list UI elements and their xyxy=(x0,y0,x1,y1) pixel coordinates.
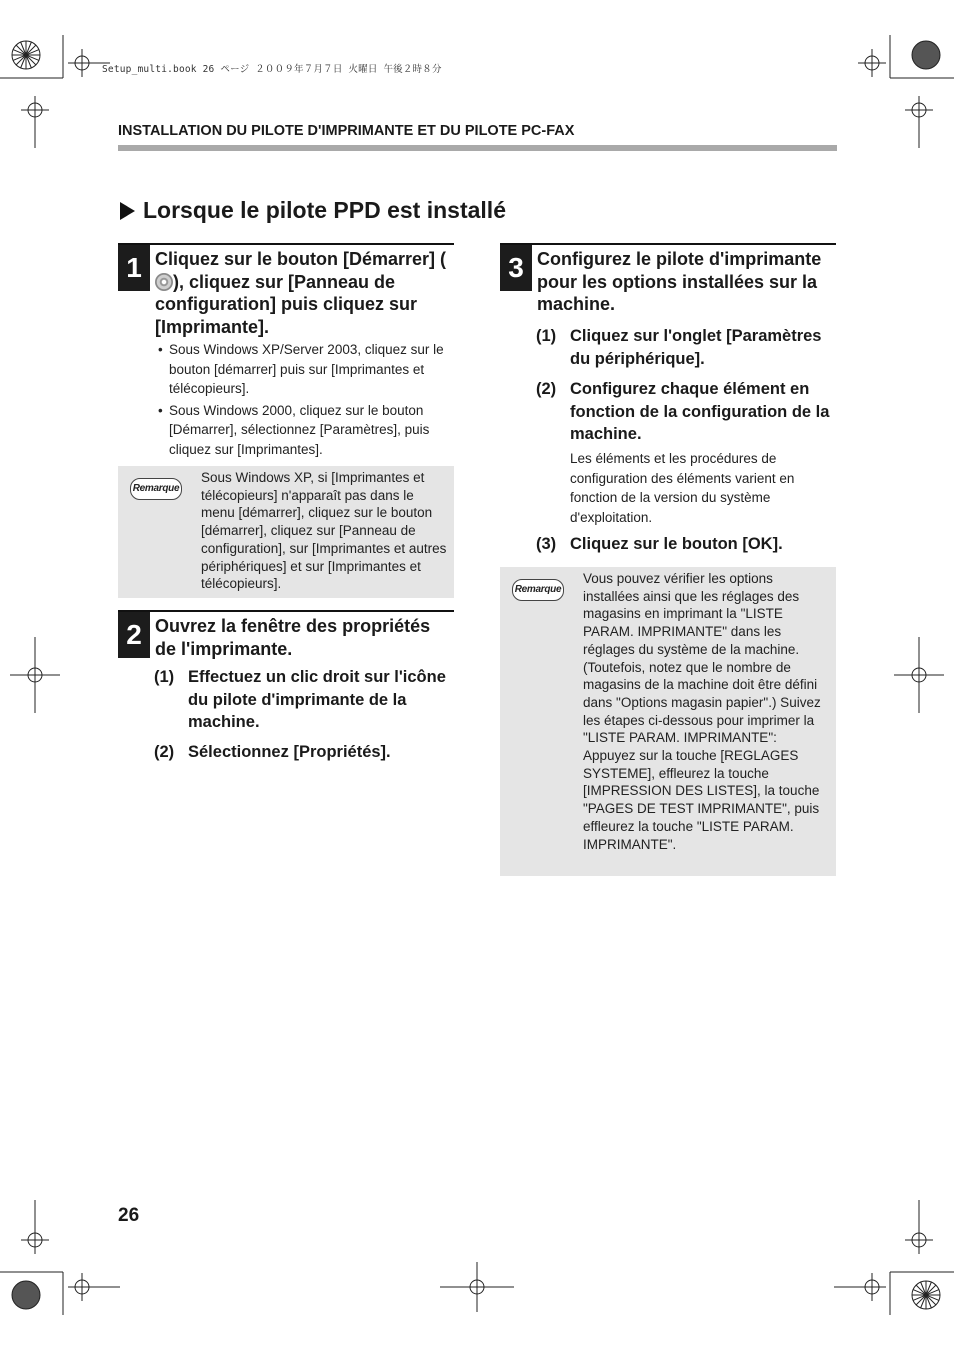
note-text: Sous Windows XP, si [Imprimantes et télécopieurs] n'apparaît pas dans le menu [démarrer], cliquez sur le bouton [démarrer], cliquez sur [Panneau de configuration], sur [Imprimantes et autres périphériques] et sur [Imprimantes et télécopieurs]. xyxy=(201,470,447,592)
step-number: 3 xyxy=(500,245,532,291)
registration-starburst-icon xyxy=(912,1281,940,1309)
step-1-title: Cliquez sur le bouton [Démarrer] (), cliquez sur [Panneau de configuration] puis cliquez sur [Imprimante]. xyxy=(155,249,447,337)
list-item: • Sous Windows XP/Server 2003, cliquez sur le bouton [démarrer] puis sur [Imprimantes et télécopieurs]. xyxy=(158,342,444,396)
step-1-bullets xyxy=(158,340,453,461)
triangle-bullet-icon xyxy=(120,202,135,220)
running-head: INSTALLATION DU PILOTE D'IMPRIMANTE ET DU PILOTE PC-FAX xyxy=(118,123,575,139)
start-button-icon xyxy=(155,273,173,291)
step-3-title: Configurez le pilote d'imprimante pour les options installées sur la machine. xyxy=(537,249,822,314)
print-info: Setup_multi.book 26 ページ ２００９年７月７日 火曜日 午後２時８分 xyxy=(102,64,442,75)
list-item: • Sous Windows 2000, cliquez sur le bouton [Démarrer], sélectionnez [Paramètres], puis cliquez sur [Imprimantes]. xyxy=(158,402,430,457)
remarque-badge-icon: Remarque xyxy=(512,579,564,601)
step-1-header xyxy=(118,243,454,338)
sub-step: (1) Effectuez un clic droit sur l'icône du pilote d'imprimante de la machine. xyxy=(154,668,446,731)
registration-dot-icon xyxy=(912,41,940,69)
step-3-header xyxy=(500,243,836,316)
registration-starburst-icon xyxy=(12,41,40,69)
section-title xyxy=(120,197,506,224)
step-number: 2 xyxy=(118,612,150,658)
step-number: 1 xyxy=(118,245,150,291)
note-box xyxy=(118,466,454,598)
sub-step: (2) Sélectionnez [Propriétés]. xyxy=(154,743,391,761)
note-text: Vous pouvez vérifier les options installées ainsi que les réglages des magasins en imprimant la "LISTE PARAM. IMPRIMANTE" dans les réglages du système de la machine. (Toutefois, notez que le nombre de magasins de la machine doit être défini dans "Options magasin papier".) Suivez les étapes ci-dessous pour imprimer la "LISTE PARAM. IMPRIMANTE": Appuyez sur la touche [REGLAGES SYSTEME], effleurez la touche [IMPRESSION DES LISTES], la touche "PAGES DE TEST IMPRIMANTE", puis effleurez la touche "LISTE PARAM. IMPRIMANTE". xyxy=(583,571,821,852)
header-rule xyxy=(118,145,837,151)
sub-step: (2) Configurez chaque élément en fonction de la configuration de la machine. xyxy=(536,380,830,443)
sub-step: (3) Cliquez sur le bouton [OK]. xyxy=(536,535,783,553)
sub-step-description: Les éléments et les procédures de configuration des éléments varient en fonction de la version du système d'exploitation. xyxy=(570,451,795,525)
step-2-title: Ouvrez la fenêtre des propriétés de l'imprimante. xyxy=(155,616,431,659)
remarque-badge-icon: Remarque xyxy=(130,478,182,500)
section-title-text: Lorsque le pilote PPD est installé xyxy=(143,197,506,223)
sub-step: (1) Cliquez sur l'onglet [Paramètres du périphérique]. xyxy=(536,327,822,368)
page-number: 26 xyxy=(118,1205,140,1226)
step-2-header xyxy=(118,610,454,660)
note-box xyxy=(500,567,836,876)
registration-dot-icon xyxy=(12,1281,40,1309)
